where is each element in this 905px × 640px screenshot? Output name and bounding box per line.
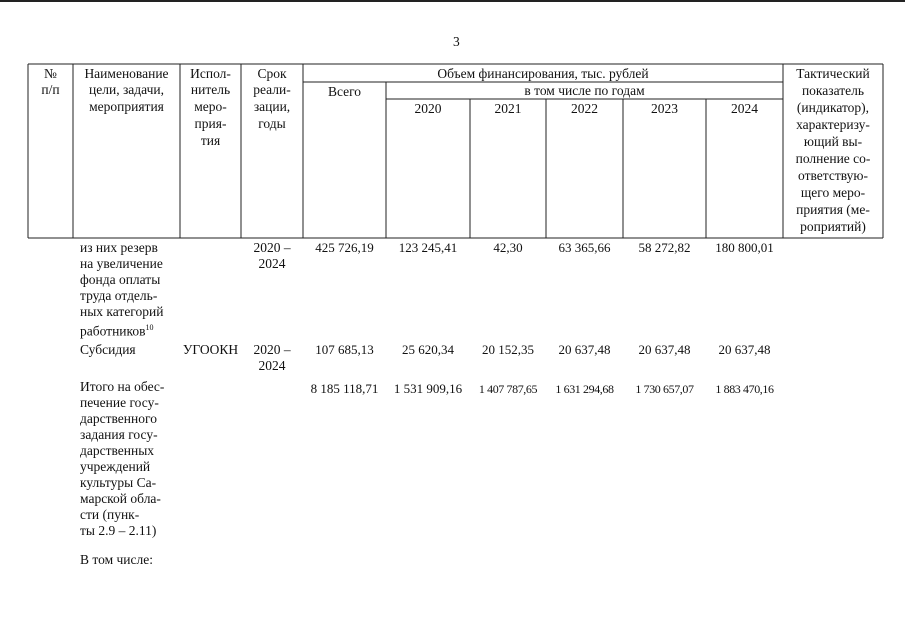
row-name-line: фонда оплаты bbox=[80, 272, 161, 287]
header-text: годы bbox=[258, 116, 286, 131]
header-text: зации, bbox=[253, 99, 291, 114]
header-text: реали- bbox=[253, 82, 291, 97]
row-value-2023: 1 730 657,07 bbox=[635, 382, 694, 396]
header-year-2021: 2021 bbox=[494, 101, 522, 116]
row-name-line: марской обла- bbox=[80, 491, 161, 506]
row-value-2024: 180 800,01 bbox=[715, 240, 774, 255]
header-text: Тактический bbox=[796, 66, 870, 81]
header-text: ющий вы- bbox=[803, 134, 863, 149]
row-name-line: ных категорий bbox=[80, 304, 164, 319]
footer-label: В том числе: bbox=[80, 552, 153, 567]
header-text: Срок bbox=[257, 66, 287, 81]
header-text: тия bbox=[200, 133, 221, 148]
row-name-line: дарственного bbox=[80, 411, 157, 426]
header-text: нитель bbox=[190, 82, 231, 97]
row-total: 425 726,19 bbox=[315, 240, 374, 255]
row-term: 2020 – bbox=[253, 240, 291, 255]
row-name-line: ты 2.9 – 2.11) bbox=[80, 523, 157, 538]
row-value-2022: 1 631 294,68 bbox=[555, 382, 614, 396]
header-text: щего меро- bbox=[800, 185, 866, 200]
header-text: характеризу- bbox=[796, 117, 870, 132]
header-text: меро- bbox=[194, 99, 227, 114]
row-term: 2024 bbox=[258, 358, 286, 373]
row-name-line: труда отдель- bbox=[80, 288, 158, 303]
page-number: 3 bbox=[453, 34, 460, 49]
row-name-line: сти (пунк- bbox=[80, 507, 140, 522]
row-value-2020: 1 531 909,16 bbox=[393, 381, 463, 396]
row-name-line: Субсидия bbox=[80, 342, 136, 357]
row-executor: УГООКН bbox=[182, 342, 239, 357]
header-text: полнение со- bbox=[795, 151, 871, 166]
header-year-2024: 2024 bbox=[731, 101, 758, 116]
row-value-2021: 20 152,35 bbox=[482, 342, 534, 357]
row-name-line: задания госу- bbox=[80, 427, 158, 442]
row-value-2021: 1 407 787,65 bbox=[478, 382, 538, 396]
header-text: Испол- bbox=[190, 66, 231, 81]
header-text: Наименование bbox=[84, 66, 169, 81]
row-total: 8 185 118,71 bbox=[310, 381, 379, 396]
row-name-line: учреждений bbox=[80, 459, 151, 474]
header-text: прия- bbox=[194, 116, 227, 131]
header-year-2020: 2020 bbox=[414, 101, 442, 116]
row-term: 2020 – bbox=[253, 342, 291, 357]
header-text: роприятий) bbox=[800, 219, 866, 234]
header-text: цели, задачи, bbox=[89, 82, 164, 97]
header-by-years: в том числе по годам bbox=[524, 83, 645, 98]
row-name-line: из них резерв bbox=[80, 240, 158, 255]
header-text: п/п bbox=[41, 82, 60, 97]
row-value-2020: 123 245,41 bbox=[398, 240, 458, 255]
row-value-2022: 20 637,48 bbox=[558, 342, 611, 357]
header-text: № bbox=[44, 66, 57, 81]
row-name-line: культуры Са- bbox=[80, 475, 157, 490]
row-term: 2024 bbox=[258, 256, 286, 271]
header-total: Всего bbox=[327, 84, 362, 99]
row-value-2024: 1 883 470,16 bbox=[715, 382, 774, 396]
row-value-2020: 25 620,34 bbox=[402, 342, 454, 357]
row-total: 107 685,13 bbox=[315, 342, 374, 357]
row-value-2023: 58 272,82 bbox=[638, 240, 691, 255]
row-name-text: работников bbox=[80, 323, 146, 339]
header-year-2023: 2023 bbox=[651, 101, 678, 116]
page-top-border bbox=[0, 0, 905, 2]
header-text: показатель bbox=[801, 83, 865, 98]
row-value-2024: 20 637,48 bbox=[718, 342, 771, 357]
row-name-line: печение госу- bbox=[80, 395, 159, 410]
header-text: ответствую- bbox=[798, 168, 868, 183]
header-text: мероприятия bbox=[89, 99, 164, 114]
footnote-ref: 10 bbox=[145, 323, 154, 332]
header-year-2022: 2022 bbox=[571, 101, 598, 116]
row-value-2021: 42,30 bbox=[493, 240, 523, 255]
header-text: приятия (ме- bbox=[796, 202, 870, 217]
row-name-line bbox=[80, 320, 154, 340]
row-name-line: Итого на обес- bbox=[80, 379, 165, 394]
header-text: (индикатор), bbox=[796, 100, 870, 115]
header-funding-title: Объем финансирования, тыс. рублей bbox=[437, 66, 649, 81]
row-value-2023: 20 637,48 bbox=[638, 342, 691, 357]
row-name-line: на увеличение bbox=[80, 256, 163, 271]
row-value-2022: 63 365,66 bbox=[558, 240, 611, 255]
row-name-line: дарственных bbox=[80, 443, 155, 458]
